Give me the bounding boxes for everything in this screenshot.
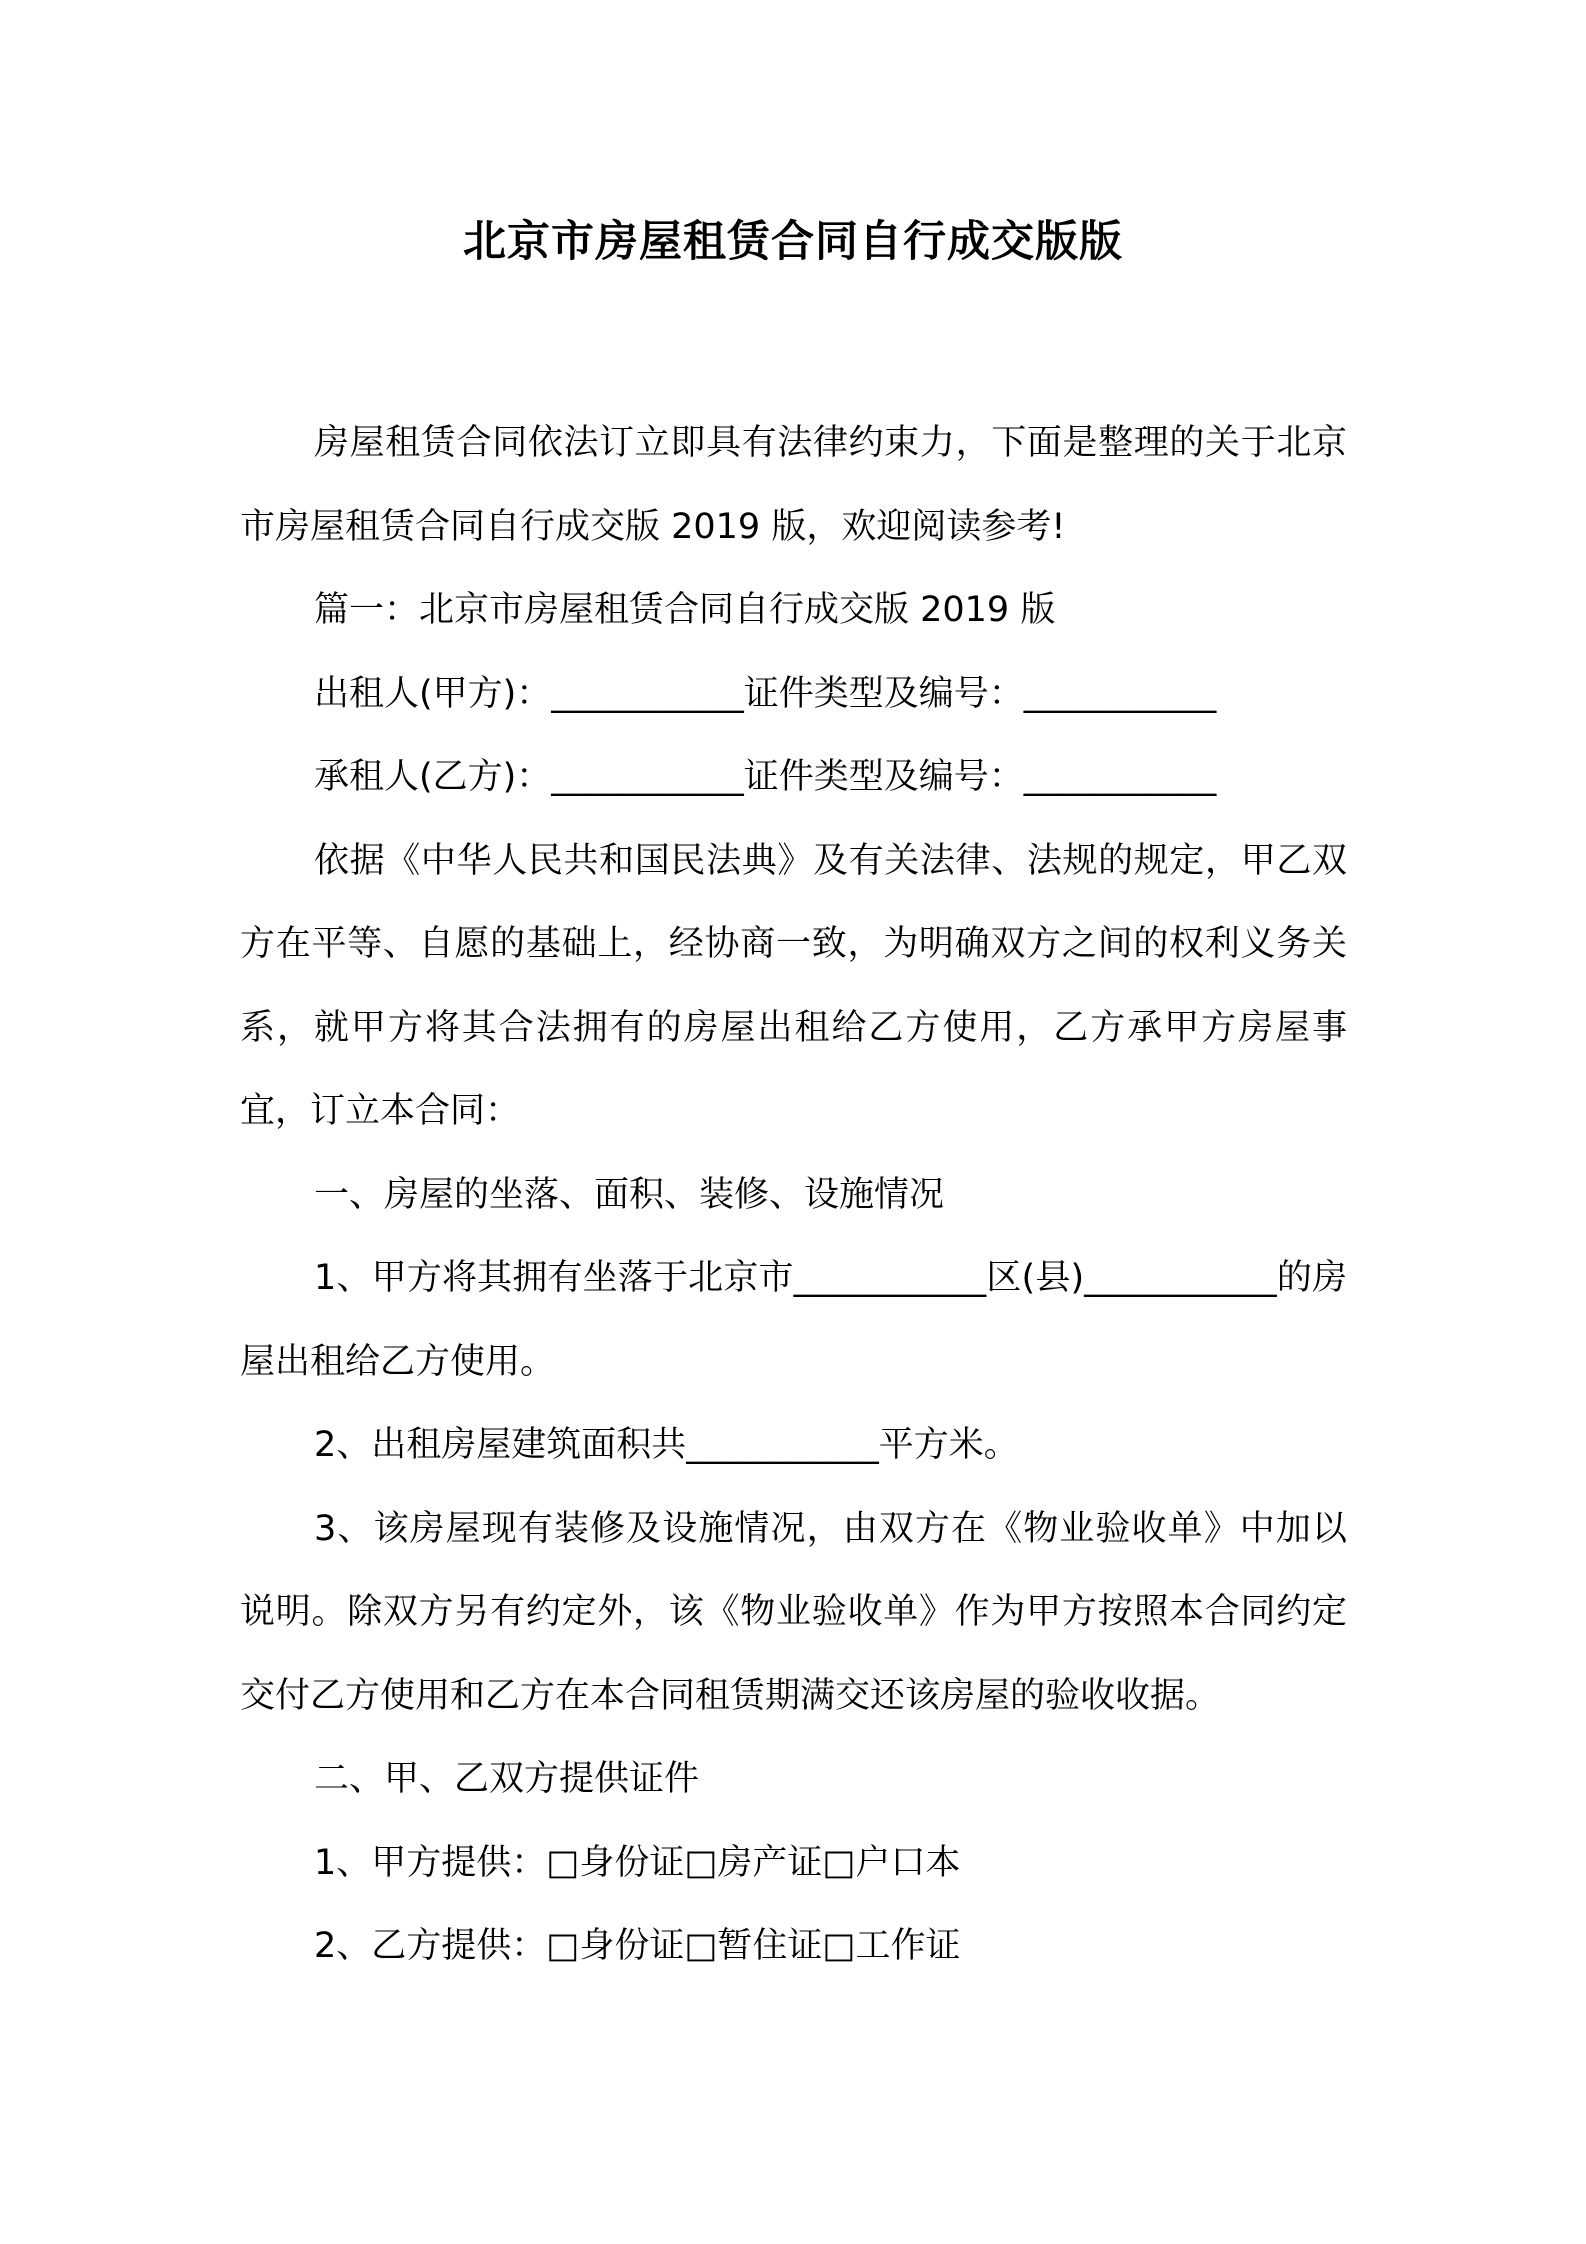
intro-paragraph: 房屋租赁合同依法订立即具有法律约束力，下面是整理的关于北京市房屋租赁合同自行成交版 2019 版，欢迎阅读参考!	[240, 423, 1347, 547]
clause-heading: 一、房屋的坐落、面积、装修、设施情况	[314, 1174, 945, 1215]
clause-item: 3、该房屋现有装修及设施情况，由双方在《物业验收单》中加以说明。除双方另有约定外，该《物业验收单》作为甲方按照本合同约定交付乙方使用和乙方在本合同租赁期满交还该房屋的验收收据。	[240, 1508, 1347, 1716]
document-title: 北京市房屋租赁合同自行成交版版	[463, 217, 1123, 267]
clause-heading: 二、甲、乙双方提供证件	[314, 1759, 700, 1799]
clause-item: 1、甲方提供：□身份证□房产证□户口本	[314, 1842, 961, 1883]
clause-item: 1、甲方将其拥有坐落于北京市___________区(县)___________的房屋出租给乙方使用。	[240, 1258, 1347, 1382]
lessor-line: 出租人(甲方)：___________证件类型及编号：___________	[314, 673, 1217, 714]
clause-item: 2、出租房屋建筑面积共___________平方米。	[314, 1425, 1019, 1465]
legal-basis-paragraph: 依据《中华人民共和国民法典》及有关法律、法规的规定，甲乙双方在平等、自愿的基础上，经协商一致，为明确双方之间的权利义务关系，就甲方将其合法拥有的房屋出租给乙方使用，乙方承甲方房屋事宜，订立本合同：	[240, 840, 1347, 1131]
section-heading: 篇一：北京市房屋租赁合同自行成交版 2019 版	[314, 590, 1056, 630]
lessee-line: 承租人(乙方)：___________证件类型及编号：___________	[314, 757, 1217, 797]
document-body	[240, 402, 1347, 1989]
clause-item: 2、乙方提供：□身份证□暂住证□工作证	[314, 1926, 961, 1966]
